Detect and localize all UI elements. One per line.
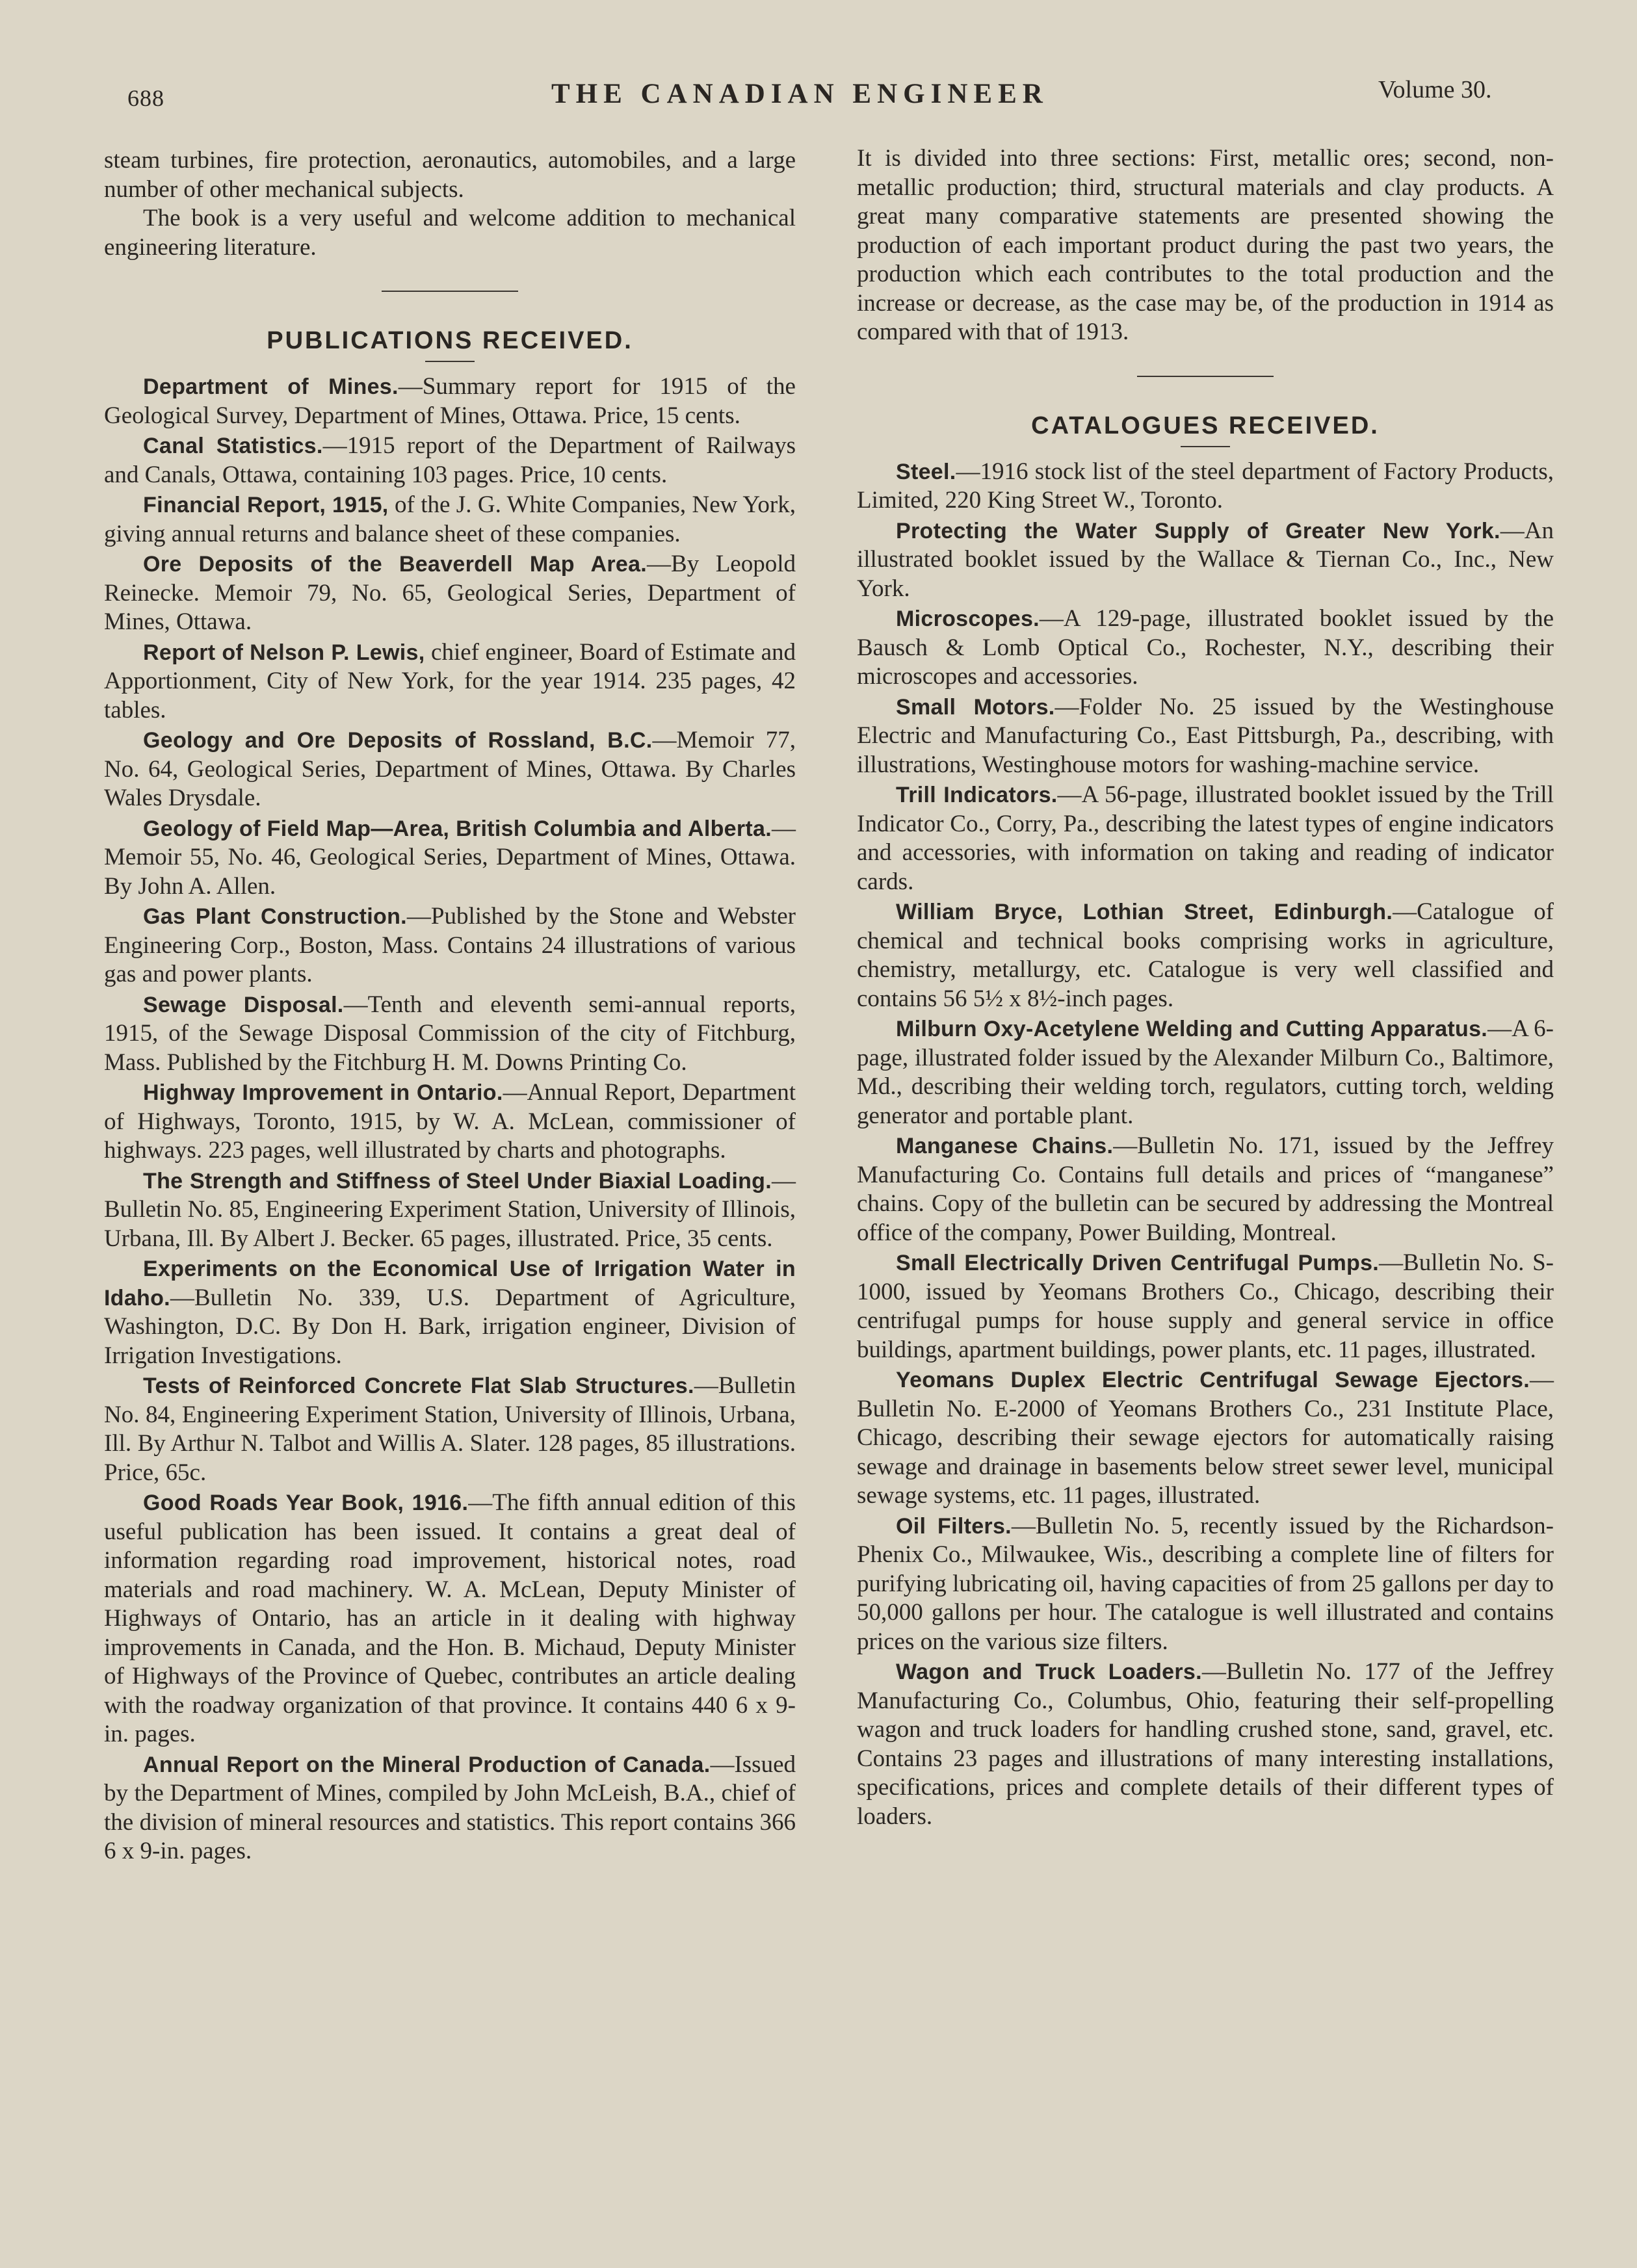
publication-entry <box>104 991 796 1078</box>
entry-title: Experiments on the Economical Use of Irrigation Water in Idaho. <box>104 1257 796 1310</box>
entry-title: William Bryce, Lothian Street, Edinburgh. <box>896 900 1393 924</box>
page-header <box>0 70 1637 122</box>
publication-entry <box>104 1078 796 1166</box>
section-divider <box>382 291 518 292</box>
entry-title: Department of Mines. <box>143 374 399 399</box>
publication-entry <box>104 491 796 549</box>
entry-title: Manganese Chains. <box>896 1134 1114 1158</box>
entry-title: Yeomans Duplex Electric Centrifugal Sewage Ejectors. <box>896 1368 1530 1392</box>
entry-title: Geology of Field Map—Area, British Columbia and Alberta. <box>143 816 772 841</box>
entry-title: Trill Indicators. <box>896 783 1058 807</box>
entry-title: Geology and Ore Deposits of Rossland, B.C. <box>143 728 653 753</box>
publication-entry <box>104 432 796 489</box>
entry-body: chief engineer, Board of Estimate and Apportionment, City of New York, for the year 1914. 235 pages, 42 tables. <box>104 638 796 723</box>
catalogue-entry <box>857 898 1554 1013</box>
entry-title: Tests of Reinforced Concrete Flat Slab Structures. <box>143 1374 694 1398</box>
entry-title: Report of Nelson P. Lewis, <box>143 640 425 665</box>
catalogue-entry <box>857 1512 1554 1657</box>
entry-body: —Tenth and eleventh semi-annual reports, 1915, of the Sewage Disposal Commission of the city of Fitchburg, Mass. Published by the Fitchburg H. M. Downs Printing Co. <box>104 991 796 1076</box>
catalogue-entry <box>857 693 1554 780</box>
entry-title: Annual Report on the Mineral Production of Canada. <box>143 1752 711 1777</box>
publication-entry <box>104 1167 796 1254</box>
entry-title: The Strength and Stiffness of Steel Under Biaxial Loading. <box>143 1168 772 1193</box>
entry-title: Wagon and Truck Loaders. <box>896 1660 1202 1684</box>
section-divider <box>1137 376 1274 377</box>
publication-entry <box>104 1489 796 1749</box>
catalogues-heading: CATALOGUES RECEIVED. <box>1031 411 1380 439</box>
publication-entry <box>104 1372 796 1487</box>
catalogue-entry <box>857 1249 1554 1364</box>
entry-title: Small Motors. <box>896 694 1055 720</box>
entry-body: —Summary report for 1915 of the Geological Survey, Department of Mines, Ottawa. Price, 15 cents. <box>104 373 796 429</box>
entry-title: Financial Report, 1915, <box>143 493 389 517</box>
entry-body: —Issued by the Department of Mines, compiled by John McLeish, B.A., chief of the division of mineral resources and statistics. This report contains 366 6 x 9-in. pages. <box>104 1751 796 1864</box>
entry-title: Good Roads Year Book, 1916. <box>143 1491 469 1515</box>
entry-body: —Memoir 55, No. 46, Geological Series, Department of Mines, Ottawa. By John A. Allen. <box>104 815 796 900</box>
entry-body: —The fifth annual edition of this useful publication has been issued. It contains a great deal of information regarding road improvement, historical notes, road materials and road machinery. W. A. McLean, Deputy Minister of Highways of Ontario, has an article in it dealing with highway improvements in Canada, and the Hon. B. Michaud, Deputy Minister of Highways of the Province of Quebec, contributes an article dealing with the roadway organization of that province. It contains 440 6 x 9-in. pages. <box>104 1489 796 1747</box>
entry-title: Highway Improvement in Ontario. <box>143 1080 503 1105</box>
publication-entry <box>104 1255 796 1370</box>
entry-body: —A 56-page, illustrated booklet issued by the Trill Indicator Co., Corry, Pa., describing the latest types of engine indicators and accessories, with information on taking and reading of indicator cards. <box>857 781 1554 895</box>
entry-body: —Catalogue of chemical and technical books comprising works in agriculture, chemistry, metallurgy, etc. Catalogue is very well classified and contains 56 5½ x 8½-inch pages. <box>857 898 1554 1012</box>
entry-body: —Bulletin No. 339, U.S. Department of Agriculture, Washington, D.C. By Don H. Bark, irrigation engineer, Division of Irrigation Investigations. <box>104 1284 796 1369</box>
volume-label: Volume 30. <box>1378 76 1492 103</box>
entry-title: Sewage Disposal. <box>143 992 344 1017</box>
entry-body: —Bulletin No. 5, recently issued by the Richardson-Phenix Co., Milwaukee, Wis., describing a complete line of filters for purifying lubricating oil, having capacities of from 25 gallons per day to 50,000 gallons per hour. The catalogue is well illustrated and contains prices on the various size filters. <box>857 1512 1554 1655</box>
entry-title: Oil Filters. <box>896 1513 1012 1539</box>
publication-entry <box>104 550 796 637</box>
intro-paragraph: steam turbines, fire protection, aeronautics, automobiles, and a large number of other mechanical subjects. <box>104 147 796 203</box>
entry-body: —1915 report of the Department of Railways and Canals, Ottawa, containing 103 pages. Price, 10 cents. <box>104 432 796 488</box>
heading-underline <box>425 361 475 362</box>
continuation-paragraph: It is divided into three sections: First, metallic ores; second, non-metallic production; third, structural materials and clay products. A great many comparative statements are presented showing the production of each important product during the past two years, the production which each contributes to the total production and the increase or decrease, as the case may be, of the production in 1914 as compared with that of 1913. <box>857 145 1554 345</box>
entry-body: —An illustrated booklet issued by the Wallace & Tiernan Co., Inc., New York. <box>857 517 1554 602</box>
catalogue-entry <box>857 1132 1554 1247</box>
page-number: 688 <box>127 85 164 111</box>
journal-title: THE CANADIAN ENGINEER <box>551 79 1049 109</box>
entry-body: —By Leopold Reinecke. Memoir 79, No. 65, Geological Series, Department of Mines, Ottawa. <box>104 551 796 635</box>
heading-underline <box>1181 446 1230 447</box>
publication-entry <box>104 638 796 725</box>
catalogue-entry <box>857 517 1554 604</box>
catalogue-entry <box>857 1366 1554 1511</box>
left-column <box>104 146 796 1868</box>
entry-title: Milburn Oxy-Acetylene Welding and Cutting Apparatus. <box>896 1017 1488 1041</box>
entry-body: —Published by the Stone and Webster Engineering Corp., Boston, Mass. Contains 24 illustrations of various gas and power plants. <box>104 903 796 987</box>
entry-title: Canal Statistics. <box>143 434 323 458</box>
publication-entry <box>104 902 796 989</box>
publication-entry <box>104 372 796 430</box>
entry-body: —Bulletin No. 85, Engineering Experiment Station, University of Illinois, Urbana, Ill. By Albert J. Becker. 65 pages, illustrated. Price, 35 cents. <box>104 1167 796 1252</box>
entry-body: —Bulletin No. S-1000, issued by Yeomans Brothers Co., Chicago, describing their centrifugal pumps for house supply and general service in office buildings, apartment buildings, power plants, etc. 11 pages, illustrated. <box>857 1249 1554 1363</box>
entry-body: —Bulletin No. 177 of the Jeffrey Manufacturing Co., Columbus, Ohio, featuring their self-propelling wagon and truck loaders for handling crushed stone, sand, gravel, etc. Contains 23 pages and illustrations of many interesting installations, specifications, prices and complete details of their different types of loaders. <box>857 1658 1554 1830</box>
entry-body: —A 129-page, illustrated booklet issued by the Bausch & Lomb Optical Co., Rochester, N.Y., describing their microscopes and accessories. <box>857 605 1554 690</box>
entry-body: —Bulletin No. 84, Engineering Experiment Station, University of Illinois, Urbana, Ill. By Arthur N. Talbot and Willis A. Slater. 128 pages, 85 illustrations. Price, 65c. <box>104 1372 796 1486</box>
entry-title: Microscopes. <box>896 606 1040 631</box>
publication-entry <box>104 815 796 902</box>
intro-paragraph: The book is a very useful and welcome addition to mechanical engineering literature. <box>104 205 796 261</box>
catalogue-entry <box>857 458 1554 515</box>
entry-body: —Memoir 77, No. 64, Geological Series, Department of Mines, Ottawa. By Charles Wales Drysdale. <box>104 727 796 811</box>
entry-body: —Bulletin No. 171, issued by the Jeffrey Manufacturing Co. Contains full details and prices of “manganese” chains. Copy of the bulletin can be secured by addressing the Montreal office of the company, Power Building, Montreal. <box>857 1132 1554 1246</box>
catalogue-entry <box>857 1658 1554 1831</box>
publications-heading: PUBLICATIONS RECEIVED. <box>267 327 633 354</box>
entry-body: —1916 stock list of the steel department of Factory Products, Limited, 220 King Street W., Toronto. <box>857 458 1554 514</box>
entry-body: of the J. G. White Companies, New York, giving annual returns and balance sheet of these companies. <box>104 491 796 547</box>
entry-title: Protecting the Water Supply of Greater New York. <box>896 518 1500 543</box>
publication-entry <box>104 726 796 813</box>
entry-title: Small Electrically Driven Centrifugal Pumps. <box>896 1251 1380 1275</box>
catalogue-entry <box>857 1015 1554 1130</box>
entry-title: Gas Plant Construction. <box>143 904 407 929</box>
entry-body: —Annual Report, Department of Highways, Toronto, 1915, by W. A. McLean, commissioner of highways. 223 pages, well illustrated by charts and photographs. <box>104 1079 796 1164</box>
entry-body: —Bulletin No. E-2000 of Yeomans Brothers Co., 231 Institute Place, Chicago, describing their sewage ejectors for automatically raising sewage and drainage in basements below street sewer level, municipal sewage systems, etc. 11 pages, illustrated. <box>857 1366 1554 1509</box>
catalogue-entry <box>857 605 1554 692</box>
entry-title: Ore Deposits of the Beaverdell Map Area. <box>143 552 648 577</box>
entry-title: Steel. <box>896 459 956 484</box>
publication-entry <box>104 1751 796 1866</box>
catalogue-entry <box>857 781 1554 896</box>
entry-body: —A 6-page, illustrated folder issued by the Alexander Milburn Co., Baltimore, Md., describing their welding torch, regulators, cutting torch, welding generator and portable plant. <box>857 1015 1554 1129</box>
right-column <box>857 144 1554 1832</box>
entry-body: —Folder No. 25 issued by the Westinghouse Electric and Manufacturing Co., East Pittsburgh, Pa., describing, with illustrations, Westinghouse motors for washing-machine service. <box>857 693 1554 778</box>
